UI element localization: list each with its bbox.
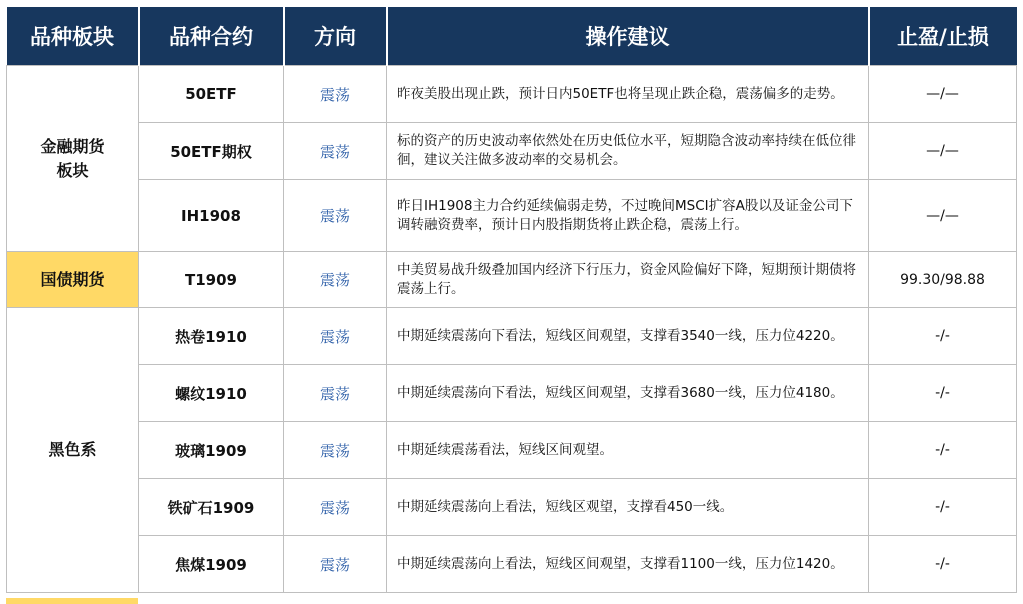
header-stop: 止盈/止损 — [869, 7, 1017, 66]
table-row — [7, 123, 1017, 180]
header-direction: 方向 — [284, 7, 387, 66]
table-row — [7, 365, 1017, 422]
category-cell-ferrous — [7, 308, 139, 593]
advice-cell: 中期延续震荡看法，短线区间观望。 — [387, 422, 869, 479]
table-row — [7, 536, 1017, 593]
header-row — [7, 7, 1017, 66]
stop-cell: —/— — [869, 66, 1017, 123]
stop-cell: -/- — [869, 365, 1017, 422]
direction-cell: 震荡 — [284, 422, 387, 479]
header-advice: 操作建议 — [387, 7, 869, 66]
category-line: 板块 — [56, 160, 89, 180]
direction-cell: 震荡 — [284, 479, 387, 536]
advice-cell: 中期延续震荡向上看法，短线区间观望，支撑看1100一线，压力位1420。 — [387, 536, 869, 593]
category-line: 黑色系 — [48, 440, 97, 459]
direction-cell: 震荡 — [284, 123, 387, 180]
contract-cell: 铁矿石1909 — [139, 479, 284, 536]
advice-cell: 中期延续震荡向上看法，短线区观望，支撑看450一线。 — [387, 479, 869, 536]
header-contract: 品种合约 — [139, 7, 284, 66]
advice-cell: 中美贸易战升级叠加国内经济下行压力，资金风险偏好下降，短期预计期债将震荡上行。 — [387, 252, 869, 308]
advice-cell: 标的资产的历史波动率依然处在历史低位水平，短期隐含波动率持续在低位徘徊，建议关注做多波动率的交易机会。 — [387, 123, 869, 180]
stop-cell: 99.30/98.88 — [869, 252, 1017, 308]
table-row — [7, 422, 1017, 479]
contract-cell: 螺纹1910 — [139, 365, 284, 422]
table-row — [7, 66, 1017, 123]
stop-cell: -/- — [869, 479, 1017, 536]
contract-cell: 玻璃1909 — [139, 422, 284, 479]
advice-cell: 中期延续震荡向下看法，短线区间观望，支撑看3540一线，压力位4220。 — [387, 308, 869, 365]
stop-cell: -/- — [869, 536, 1017, 593]
stop-cell: -/- — [869, 422, 1017, 479]
table-row — [7, 308, 1017, 365]
category-line: 国债期货 — [40, 269, 105, 289]
direction-cell: 震荡 — [284, 252, 387, 308]
table-row — [7, 252, 1017, 308]
stop-cell: —/— — [869, 180, 1017, 252]
contract-cell: 50ETF期权 — [139, 123, 284, 180]
contract-cell: 焦煤1909 — [139, 536, 284, 593]
advice-cell: 昨日IH1908主力合约延续偏弱走势，不过晚间MSCI扩容A股以及证金公司下调转融资费率，预计日内股指期货将止跌企稳，震荡上行。 — [387, 180, 869, 252]
direction-cell: 震荡 — [284, 180, 387, 252]
contract-cell: 热卷1910 — [139, 308, 284, 365]
header-category: 品种板块 — [7, 7, 139, 66]
advice-cell: 昨夜美股出现止跌，预计日内50ETF也将呈现止跌企稳，震荡偏多的走势。 — [387, 66, 869, 123]
strategy-table — [6, 7, 1017, 593]
category-line: 金融期货 — [40, 136, 105, 156]
category-cell-treasury — [7, 252, 139, 308]
stop-cell: -/- — [869, 308, 1017, 365]
direction-cell: 震荡 — [284, 308, 387, 365]
stop-cell: —/— — [869, 123, 1017, 180]
table-row — [7, 479, 1017, 536]
next-row-edge — [6, 598, 1016, 604]
contract-cell: 50ETF — [139, 66, 284, 123]
category-cell-financial — [7, 66, 139, 252]
direction-cell: 震荡 — [284, 66, 387, 123]
advice-cell: 中期延续震荡向下看法，短线区间观望，支撑看3680一线，压力位4180。 — [387, 365, 869, 422]
direction-cell: 震荡 — [284, 536, 387, 593]
contract-cell: T1909 — [139, 252, 284, 308]
strategy-table-container — [6, 7, 1016, 593]
next-category-highlight — [6, 598, 138, 604]
table-row — [7, 180, 1017, 252]
contract-cell: IH1908 — [139, 180, 284, 252]
direction-cell: 震荡 — [284, 365, 387, 422]
